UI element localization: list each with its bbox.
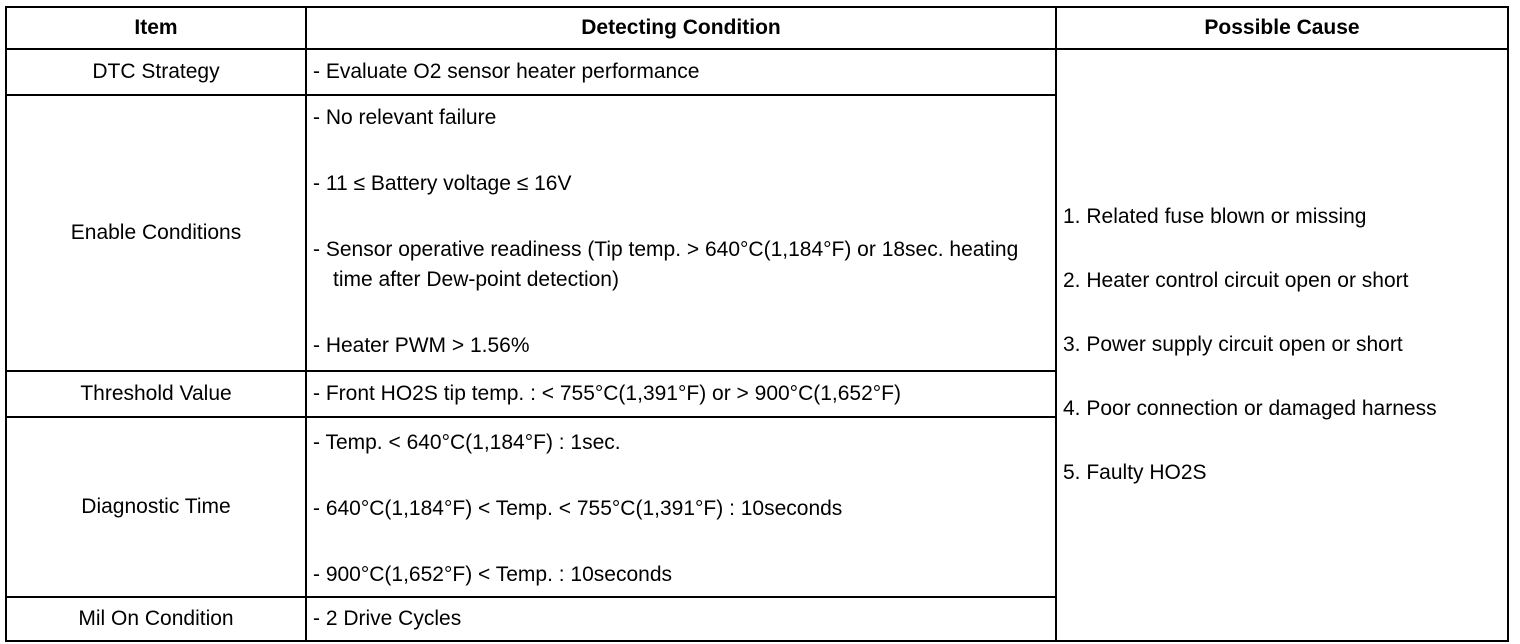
- header-item: Item: [6, 7, 306, 49]
- condition-line: - Evaluate O2 sensor heater performance: [313, 60, 700, 83]
- item-enable-conditions: Enable Conditions: [6, 95, 306, 371]
- table-row: [6, 49, 1508, 95]
- condition-dtc-strategy: [306, 49, 1056, 95]
- header-detecting-condition: Detecting Condition: [306, 7, 1056, 49]
- condition-line: - 11 ≤ Battery voltage ≤ 16V: [313, 172, 572, 195]
- condition-line: - No relevant failure: [313, 106, 497, 129]
- header-possible-cause: Possible Cause: [1056, 7, 1508, 49]
- cause-item: 2. Heater control circuit open or short: [1063, 269, 1409, 292]
- condition-threshold-value: [306, 371, 1056, 417]
- item-diagnostic-time: Diagnostic Time: [6, 417, 306, 597]
- condition-line: - Sensor operative readiness (Tip temp. > 640°C(1,184°F) or 18sec. heating time after Dew-point detection): [313, 238, 1019, 291]
- dtc-table: [5, 6, 1509, 642]
- condition-line: - 2 Drive Cycles: [313, 607, 462, 630]
- possible-cause-list: [1056, 49, 1508, 641]
- item-mil-on-condition: Mil On Condition: [6, 597, 306, 641]
- cause-item: 1. Related fuse blown or missing: [1063, 205, 1367, 228]
- condition-line: - Front HO2S tip temp. : < 755°C(1,391°F) or > 900°C(1,652°F): [313, 382, 901, 405]
- item-threshold-value: Threshold Value: [6, 371, 306, 417]
- header-row: [6, 7, 1508, 49]
- cause-item: 3. Power supply circuit open or short: [1063, 333, 1403, 356]
- condition-line: - Temp. < 640°C(1,184°F) : 1sec.: [313, 431, 621, 454]
- condition-mil-on-condition: [306, 597, 1056, 641]
- condition-line: - 640°C(1,184°F) < Temp. < 755°C(1,391°F) : 10seconds: [313, 497, 843, 520]
- cause-item: 5. Faulty HO2S: [1063, 461, 1207, 484]
- cause-item: 4. Poor connection or damaged harness: [1063, 397, 1437, 420]
- condition-line: - Heater PWM > 1.56%: [313, 334, 530, 357]
- condition-diagnostic-time: [306, 417, 1056, 597]
- condition-enable-conditions: [306, 95, 1056, 371]
- condition-line: - 900°C(1,652°F) < Temp. : 10seconds: [313, 563, 673, 586]
- item-dtc-strategy: DTC Strategy: [6, 49, 306, 95]
